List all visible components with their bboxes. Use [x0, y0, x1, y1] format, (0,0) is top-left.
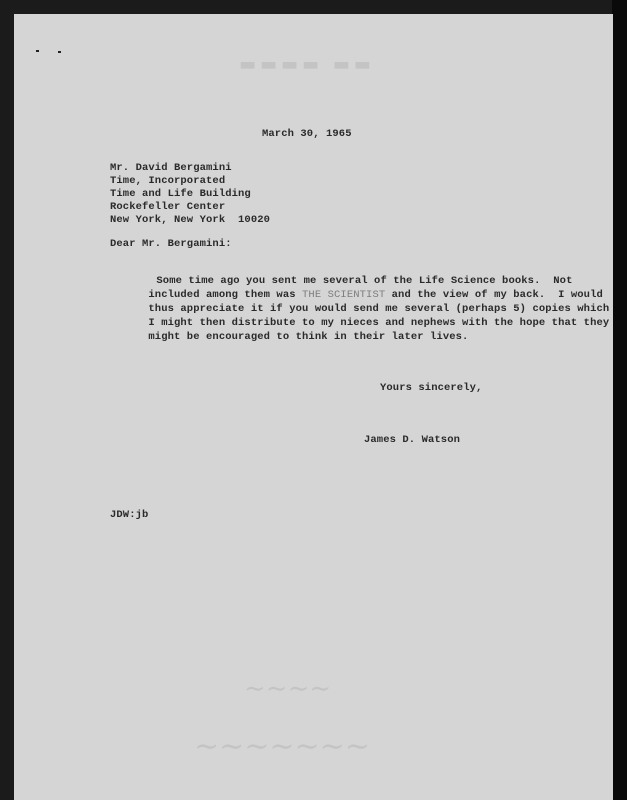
book-title: THE SCIENTIST — [302, 289, 386, 301]
body-text: I might then distribute to my nieces and nephews with the hope that they — [148, 317, 610, 329]
body-text: included among them was — [148, 289, 303, 301]
watermark-footer-2: ∼∼∼∼∼∼∼ — [194, 729, 370, 764]
body-text: and the view of my back. I would — [385, 289, 603, 301]
scan-frame — [612, 0, 627, 800]
letter-page — [14, 14, 613, 800]
recipient-line: New York, New York 10020 — [110, 214, 271, 226]
watermark-footer: ∼∼∼∼ — [244, 674, 332, 704]
body-text: might be encouraged to think in their later lives. — [148, 331, 469, 343]
typist-initials: JDW:jb — [110, 509, 149, 521]
body-line — [110, 319, 468, 355]
recipient-line: Rockefeller Center — [110, 201, 226, 213]
watermark-letterhead: ▬▬▬▬ ▬▬ — [239, 54, 375, 75]
body-text: thus appreciate it if you would send me several (perhaps 5) copies which — [148, 303, 610, 315]
closing: Yours sincerely, — [380, 382, 483, 394]
recipient-line: Time and Life Building — [110, 188, 251, 200]
letter-body — [14, 14, 613, 800]
recipient-line: Mr. David Bergamini — [110, 162, 232, 174]
body-text: Some time ago you sent me several of the Life Science books. Not — [156, 275, 573, 287]
salutation: Dear Mr. Bergamini: — [110, 238, 232, 250]
signature-name: James D. Watson — [364, 434, 461, 446]
letter-date: March 30, 1965 — [262, 128, 352, 140]
recipient-line: Time, Incorporated — [110, 175, 226, 187]
